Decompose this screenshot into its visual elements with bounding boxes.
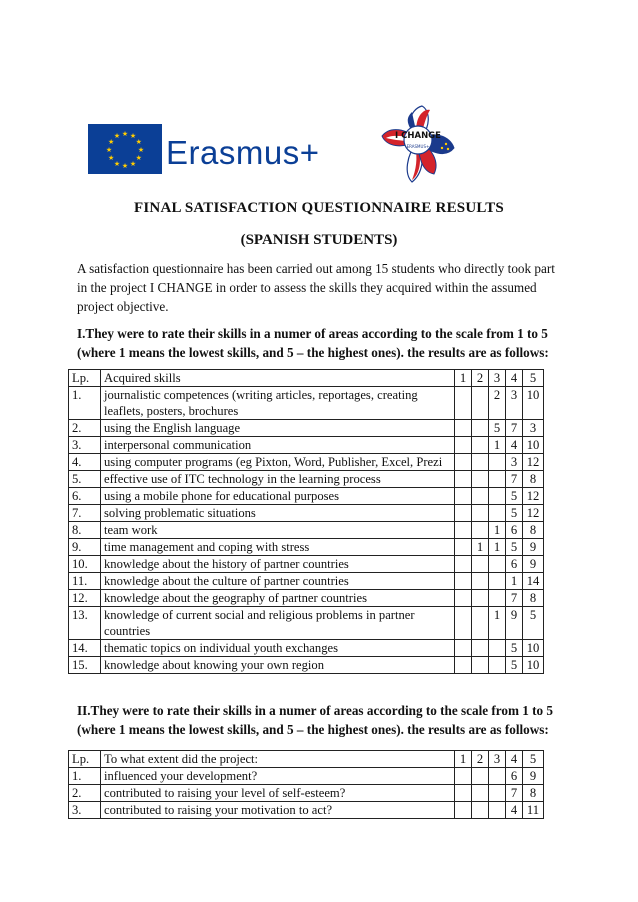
score-1-cell (455, 420, 472, 437)
ichange-logo-icon (378, 100, 458, 190)
item-label-cell: knowledge about the geography of partner countries (101, 590, 455, 607)
score-3-cell (489, 471, 506, 488)
row-number-cell: Lp. (69, 751, 101, 768)
item-label-cell: effective use of ITC technology in the learning process (101, 471, 455, 488)
score-3-cell: 1 (489, 522, 506, 539)
item-label-cell: knowledge about the culture of partner countries (101, 573, 455, 590)
svg-text:★: ★ (135, 154, 142, 162)
score-5-cell: 5 (523, 370, 544, 387)
score-3-cell (489, 657, 506, 674)
score-5-cell: 9 (523, 556, 544, 573)
item-label-cell: To what extent did the project: (101, 751, 455, 768)
score-5-cell: 5 (523, 751, 544, 768)
svg-text:★: ★ (108, 138, 115, 146)
row-number-cell: 2. (69, 420, 101, 437)
score-3-cell: 1 (489, 539, 506, 556)
svg-text:★: ★ (137, 146, 145, 154)
table-row (69, 556, 544, 573)
item-label-cell: time management and coping with stress (101, 539, 455, 556)
score-3-cell: 5 (489, 420, 506, 437)
table-row (69, 768, 544, 785)
table-row (69, 454, 544, 471)
score-2-cell: 2 (472, 751, 489, 768)
score-1-cell (455, 539, 472, 556)
table-row (69, 607, 544, 640)
svg-text:★: ★ (113, 159, 121, 168)
score-4-cell: 4 (506, 802, 523, 819)
score-2-cell (472, 488, 489, 505)
row-number-cell: 12. (69, 590, 101, 607)
svg-text:★: ★ (105, 146, 113, 154)
score-4-cell: 7 (506, 420, 523, 437)
score-1-cell (455, 657, 472, 674)
score-3-cell: 1 (489, 437, 506, 454)
table-row (69, 420, 544, 437)
score-1-cell (455, 768, 472, 785)
table-row (69, 539, 544, 556)
project-impact-table (68, 750, 544, 819)
score-3-cell (489, 505, 506, 522)
score-5-cell: 3 (523, 420, 544, 437)
score-4-cell: 5 (506, 539, 523, 556)
score-1-cell (455, 785, 472, 802)
score-2-cell (472, 607, 489, 640)
score-2-cell (472, 387, 489, 420)
score-2-cell (472, 437, 489, 454)
score-2-cell (472, 785, 489, 802)
score-5-cell: 5 (523, 607, 544, 640)
score-2-cell: 2 (472, 370, 489, 387)
score-3-cell: 2 (489, 387, 506, 420)
score-4-cell: 7 (506, 471, 523, 488)
score-3-cell: 3 (489, 751, 506, 768)
score-2-cell: 1 (472, 539, 489, 556)
table-row (69, 488, 544, 505)
score-4-cell: 4 (506, 437, 523, 454)
row-number-cell: 15. (69, 657, 101, 674)
score-1-cell (455, 802, 472, 819)
score-4-cell: 7 (506, 590, 523, 607)
row-number-cell: 7. (69, 505, 101, 522)
score-4-cell: 7 (506, 785, 523, 802)
svg-text:★: ★ (113, 132, 121, 141)
score-5-cell: 10 (523, 640, 544, 657)
score-3-cell (489, 590, 506, 607)
score-5-cell: 11 (523, 802, 544, 819)
score-2-cell (472, 556, 489, 573)
score-1-cell (455, 437, 472, 454)
row-number-cell: Lp. (69, 370, 101, 387)
item-label-cell: influenced your development? (101, 768, 455, 785)
score-1-cell (455, 505, 472, 522)
svg-text:★: ★ (121, 130, 129, 138)
table-row (69, 573, 544, 590)
score-2-cell (472, 573, 489, 590)
score-5-cell: 12 (523, 505, 544, 522)
table-row (69, 802, 544, 819)
score-2-cell (472, 454, 489, 471)
erasmus-wordmark: Erasmus+ (166, 134, 320, 171)
item-label-cell: using computer programs (eg Pixton, Word, Publisher, Excel, Prezi (101, 454, 455, 471)
logo-bar (88, 100, 488, 195)
item-label-cell: Acquired skills (101, 370, 455, 387)
item-label-cell: contributed to raising your motivation to act? (101, 802, 455, 819)
score-2-cell (472, 471, 489, 488)
score-5-cell: 9 (523, 768, 544, 785)
item-label-cell: interpersonal communication (101, 437, 455, 454)
score-4-cell: 4 (506, 751, 523, 768)
section2-header-row (69, 751, 544, 768)
svg-text:★: ★ (129, 132, 137, 141)
score-2-cell (472, 768, 489, 785)
table-row (69, 640, 544, 657)
item-label-cell: knowledge of current social and religious problems in partner countries (101, 607, 455, 640)
score-4-cell: 5 (506, 505, 523, 522)
score-3-cell (489, 785, 506, 802)
ichange-logo-text: I CHANGE (395, 131, 441, 141)
score-5-cell: 8 (523, 590, 544, 607)
score-1-cell (455, 471, 472, 488)
score-2-cell (472, 505, 489, 522)
table-row (69, 590, 544, 607)
score-3-cell: 3 (489, 370, 506, 387)
score-4-cell: 6 (506, 556, 523, 573)
row-number-cell: 10. (69, 556, 101, 573)
item-label-cell: contributed to raising your level of self-esteem? (101, 785, 455, 802)
score-5-cell: 10 (523, 657, 544, 674)
row-number-cell: 3. (69, 802, 101, 819)
score-1-cell (455, 522, 472, 539)
item-label-cell: using the English language (101, 420, 455, 437)
row-number-cell: 14. (69, 640, 101, 657)
score-3-cell (489, 802, 506, 819)
score-5-cell: 8 (523, 785, 544, 802)
score-3-cell (489, 488, 506, 505)
item-label-cell: solving problematic situations (101, 505, 455, 522)
score-1-cell: 1 (455, 751, 472, 768)
item-label-cell: journalistic competences (writing articles, reportages, creating leaflets, posters, brochures (101, 387, 455, 420)
eu-flag-icon (88, 124, 162, 174)
score-3-cell (489, 573, 506, 590)
score-4-cell: 3 (506, 387, 523, 420)
score-4-cell: 4 (506, 370, 523, 387)
row-number-cell: 9. (69, 539, 101, 556)
score-5-cell: 10 (523, 437, 544, 454)
svg-text:★: ★ (135, 138, 142, 146)
table-row (69, 785, 544, 802)
score-5-cell: 8 (523, 471, 544, 488)
score-2-cell (472, 590, 489, 607)
score-1-cell (455, 640, 472, 657)
item-label-cell: thematic topics on individual youth exchanges (101, 640, 455, 657)
score-4-cell: 6 (506, 522, 523, 539)
score-2-cell (472, 640, 489, 657)
table-row (69, 471, 544, 488)
score-5-cell: 9 (523, 539, 544, 556)
score-1-cell (455, 556, 472, 573)
score-4-cell: 5 (506, 657, 523, 674)
svg-text:★: ★ (121, 162, 129, 170)
row-number-cell: 5. (69, 471, 101, 488)
score-4-cell: 1 (506, 573, 523, 590)
svg-text:★: ★ (129, 159, 137, 168)
score-1-cell (455, 488, 472, 505)
score-1-cell: 1 (455, 370, 472, 387)
item-label-cell: knowledge about the history of partner countries (101, 556, 455, 573)
row-number-cell: 13. (69, 607, 101, 640)
row-number-cell: 4. (69, 454, 101, 471)
row-number-cell: 3. (69, 437, 101, 454)
score-1-cell (455, 387, 472, 420)
table-row (69, 522, 544, 539)
intro-paragraph: A satisfaction questionnaire has been carried out among 15 students who directly took part in the project I CHANGE in order to assess the skills they acquired within the assumed project objective. (77, 261, 555, 314)
score-1-cell (455, 454, 472, 471)
score-3-cell: 1 (489, 607, 506, 640)
score-5-cell: 10 (523, 387, 544, 420)
table-row (69, 387, 544, 420)
score-3-cell (489, 640, 506, 657)
score-2-cell (472, 802, 489, 819)
score-1-cell (455, 607, 472, 640)
document-title: FINAL SATISFACTION QUESTIONNAIRE RESULTS (134, 200, 504, 216)
score-4-cell: 9 (506, 607, 523, 640)
row-number-cell: 2. (69, 785, 101, 802)
score-4-cell: 5 (506, 640, 523, 657)
svg-text:★: ★ (108, 154, 115, 162)
score-5-cell: 12 (523, 454, 544, 471)
section1-header-row (69, 370, 544, 387)
score-2-cell (472, 522, 489, 539)
section2-heading: II.They were to rate their skills in a numer of areas according to the scale from 1 to 5 (where 1 means the lowest skills, and 5 – the highest ones). the results are as follows: (77, 703, 554, 737)
score-1-cell (455, 573, 472, 590)
score-3-cell (489, 454, 506, 471)
score-3-cell (489, 556, 506, 573)
row-number-cell: 1. (69, 387, 101, 420)
skills-table (68, 369, 544, 674)
row-number-cell: 6. (69, 488, 101, 505)
score-2-cell (472, 420, 489, 437)
table-row (69, 505, 544, 522)
score-1-cell (455, 590, 472, 607)
score-3-cell (489, 768, 506, 785)
section1-heading: I.They were to rate their skills in a numer of areas according to the scale from 1 to 5 (where 1 means the lowest skills, and 5 – the highest ones). the results are as follows: (77, 326, 549, 360)
score-2-cell (472, 657, 489, 674)
score-4-cell: 5 (506, 488, 523, 505)
score-5-cell: 14 (523, 573, 544, 590)
ichange-logo-subtext: ERASMUS+ (406, 144, 430, 149)
table-row (69, 657, 544, 674)
row-number-cell: 11. (69, 573, 101, 590)
row-number-cell: 1. (69, 768, 101, 785)
document-subtitle: (SPANISH STUDENTS) (240, 232, 398, 248)
score-4-cell: 3 (506, 454, 523, 471)
item-label-cell: using a mobile phone for educational purposes (101, 488, 455, 505)
score-5-cell: 12 (523, 488, 544, 505)
row-number-cell: 8. (69, 522, 101, 539)
item-label-cell: knowledge about knowing your own region (101, 657, 455, 674)
table-row (69, 437, 544, 454)
score-4-cell: 6 (506, 768, 523, 785)
score-5-cell: 8 (523, 522, 544, 539)
item-label-cell: team work (101, 522, 455, 539)
